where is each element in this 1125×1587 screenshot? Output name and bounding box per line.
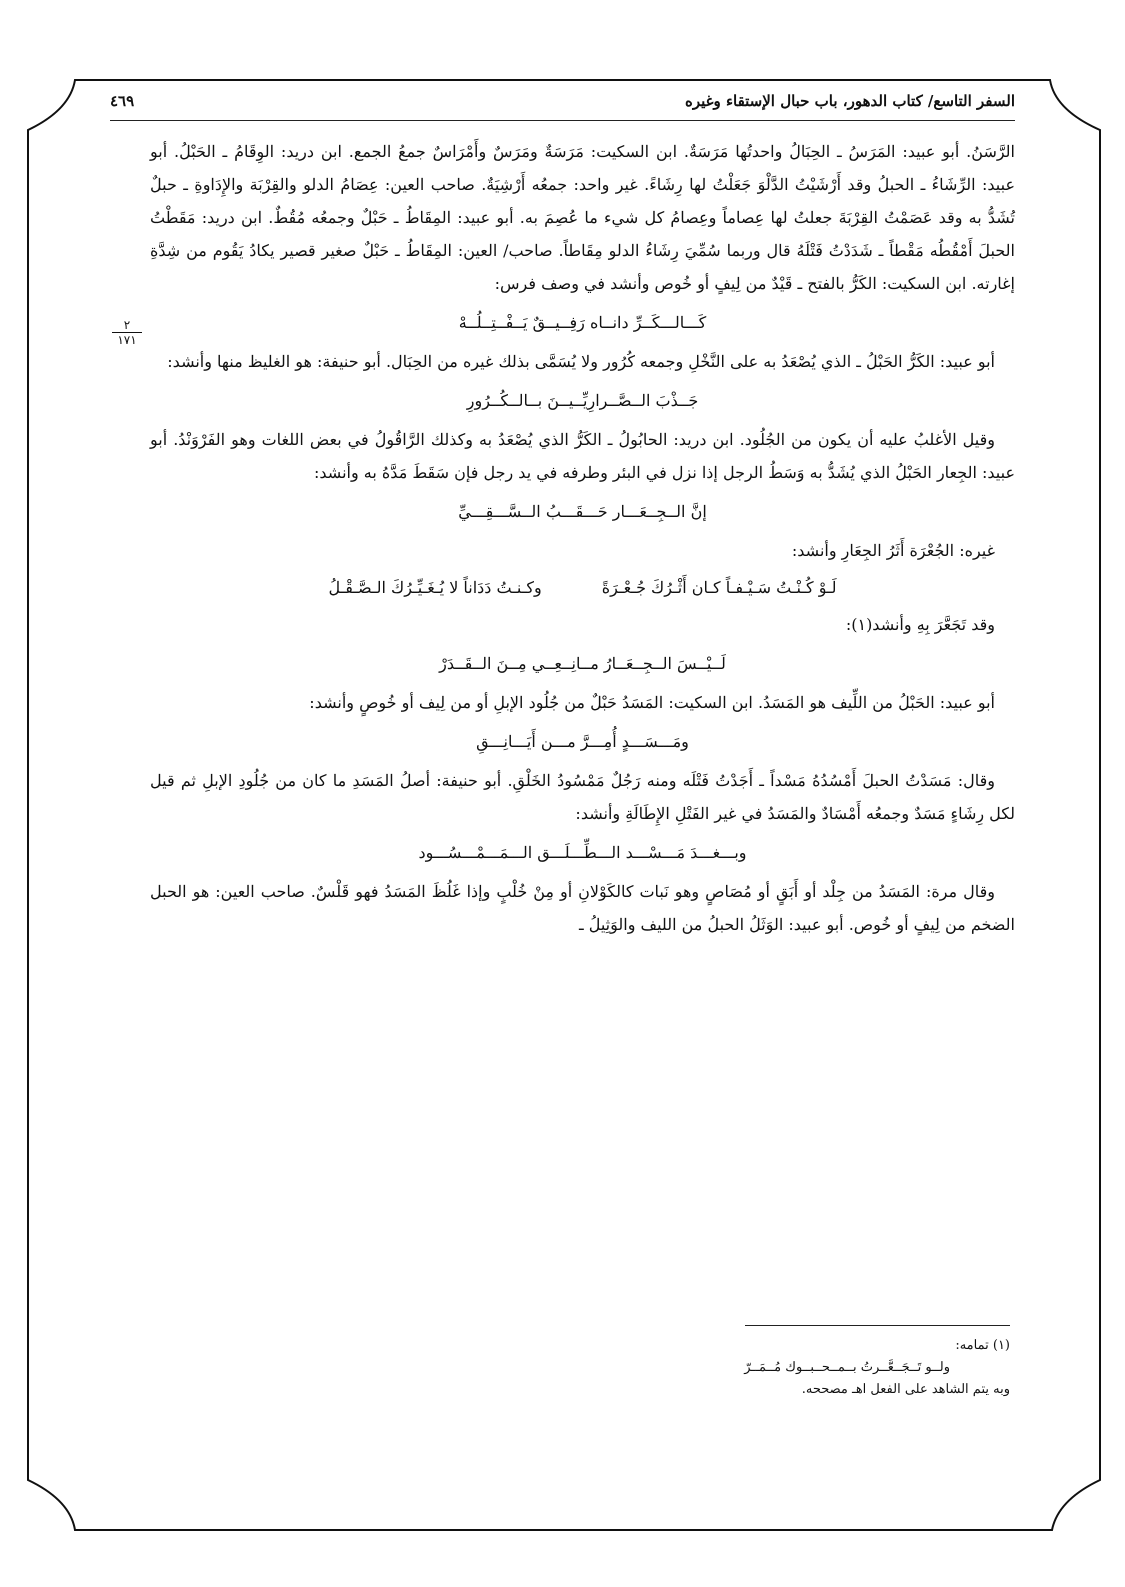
paragraph-7: وقال: مَسَدْتُ الحبلَ أَمْسُدُهُ مَسْداً ـ أَجَدْتُ فَتْلَه ومنه رَجُلٌ مَمْسُودُ الخَلْقِ. أبو حنيفة: أصلُ المَسَدِ ما كان من جُلُودِ الإبلِ ثم قيل لكل رِشَاءٍ مَسَدٌ وجمعُه أَمْسَادٌ والمَسَدُ في غير الفَتْلِ الإِطَالَةِ وأنشد:: [150, 771, 1015, 823]
verse-5: لَــيْــسَ الــجِــعَــارُ مــانِــعِــي مِــنَ الــقَــدَرْ: [439, 654, 726, 673]
footnote-verse: ولــو تَــجَــعَّــرتُ بــمــحــبــوك مُــمَــرّ: [744, 1360, 950, 1375]
verse-2: جَــذْبَ الــصَّــرارِيِّــيــنَ بــالــكُــرُورِ: [466, 391, 699, 410]
paragraph-3: وقيل الأغلبُ عليه أن يكون من الجُلُود. ابن دريد: الحابُولُ ـ الكَرُّ الذي يُصْعَدُ به وكذلك الرَّاقُولُ في بعض اللغات وهو الفَرْوَنْدُ. أبو عبيد: الجِعار الحَبْلُ الذي يُشَدُّ به وَسَطُ الرجل إذا نزل في البئر وطرفه في يد رجل فإن سَقَطَ مَدَّهُ به وأنشد:: [150, 430, 1015, 482]
running-title: السفر التاسع/ كتاب الدهور، باب حبال الإستقاء وغيره: [684, 92, 1015, 110]
running-header: [110, 92, 1015, 110]
paragraph-4: غيره: الجُعْرَة أَثَرُ الجِعَارِ وأنشد:: [791, 541, 995, 560]
paragraph-2: أبو عبيد: الكَرُّ الحَبْلُ ـ الذي يُصْعَدُ به على النَّخْلِ وجمعه كُرُور ولا يُسَمَّى بذلك غيره من الحِبَال. أبو حنيفة: هو الغليظ منها وأنشد:: [167, 352, 995, 371]
paragraph-6: أبو عبيد: الحَبْلُ من اللِّيف هو المَسَدُ. ابن السكيت: المَسَدُ حَبْلٌ من جُلُود الإبلِ أو من لِيف أو خُوصٍ وأنشد:: [309, 693, 995, 712]
paragraph-5: وقد تَجَعَّرَ بِهِ وأنشد(١):: [845, 615, 995, 634]
verse-6: ومَـــسَـــدٍ أُمِـــرَّ مـــن أَيَـــانِـــقِ: [476, 732, 689, 751]
verse-4-first-hemistich: لَـوْ كُـنْـتُ سَـيْـفـاً كـان أَثْـرُكَ جُـعْـرَةً: [601, 578, 837, 597]
footnote-note: وبه يتم الشاهد على الفعل اهـ مصححه.: [801, 1382, 1010, 1397]
verse-3: إنَّ الــجِــعَـــار حَـــقَـــبُ الــسَّـــقِـــيِّ: [458, 502, 707, 521]
main-text: [150, 135, 1015, 941]
paragraph-8: وقال مرة: المَسَدُ من جِلْد أو أَبَقٍ أو مُصَاصٍ وهو نَبات كالكَوْلانِ أو مِنْ خُلْبٍ وإذا غَلُظَ المَسَدُ فهو قَلْسٌ. صاحب العين: هو الحبل الضخم من لِيفٍ أو خُوص. أبو عبيد: الوَثَلُ الحبلُ من الليف والوَثِيلُ ـ: [150, 882, 1015, 934]
margin-ref-bottom: ١٧١: [117, 333, 137, 347]
footnotes: [150, 1335, 1010, 1401]
footnote-rule: [745, 1325, 1010, 1326]
header-rule: [110, 120, 1015, 121]
page-number: ٤٦٩: [110, 92, 135, 110]
footnote-label: (١) تمامه:: [955, 1338, 1010, 1353]
margin-ref-top: ٢: [112, 318, 142, 333]
margin-reference: [112, 318, 142, 347]
verse-7: وبـــغـــدَ مَـــسْـــد الـــطِّـــلَـــق الـــمَـــمْـــسُـــود: [418, 843, 747, 862]
verse-1: كَـــالـــكَــرِّ دانــاه رَفِــيــقٌ يَــفْــتِــلُــهْ: [458, 313, 707, 332]
verse-4-second-hemistich: وكـنـتُ دَدَاناً لا يُـغَـيِّـرُكَ الـصَّـقْـلُ: [328, 578, 542, 597]
paragraph-1: الرَّسَنُ. أبو عبيد: المَرَسُ ـ الحِبَالُ واحدتُها مَرَسَةٌ. ابن السكيت: مَرَسَةٌ ومَرَسٌ وأَمْرَاسٌ جمعُ الجمع. ابن دريد: الوِقَامُ ـ الحَبْلُ. أبو عبيد: الرِّشَاءُ ـ الحبلُ وقد أَرْشَيْتُ الدَّلْوَ جَعَلْتُ لها رِشَاءً. غير واحد: جمعُه أَرْشِيَةٌ. صاحب العين: عِصَامُ الدلو والقِرْبَة والإِدَاوةِ ـ حبلٌ تُشَدُّ به وقد عَصَمْتُ القِرْبَةَ جعلتُ لها عِصاماً وعِصامُ كل شيء ما عُصِمَ به. أبو عبيد: المِقَاطُ ـ حَبْلٌ وجمعُه مُقُطٌ. ابن دريد: مَقَطْتُ الحبلَ أَمْقُطُه مَقْطاً ـ شَدَدْتُ فَتْلَهُ قال وربما سُمِّيَ رِشَاءُ الدلو مِقَاطاً. صاحب/ العين: المِقَاطُ ـ حَبْلٌ صغير قصير يكادُ يَقُوم من شِدَّةِ إغارته. ابن السكيت: الكَرُّ بالفتح ـ قَيْدٌ من لِيفٍ أو خُوص وأنشد في وصف فرس:: [150, 142, 1016, 293]
verse-4: [150, 571, 1015, 604]
